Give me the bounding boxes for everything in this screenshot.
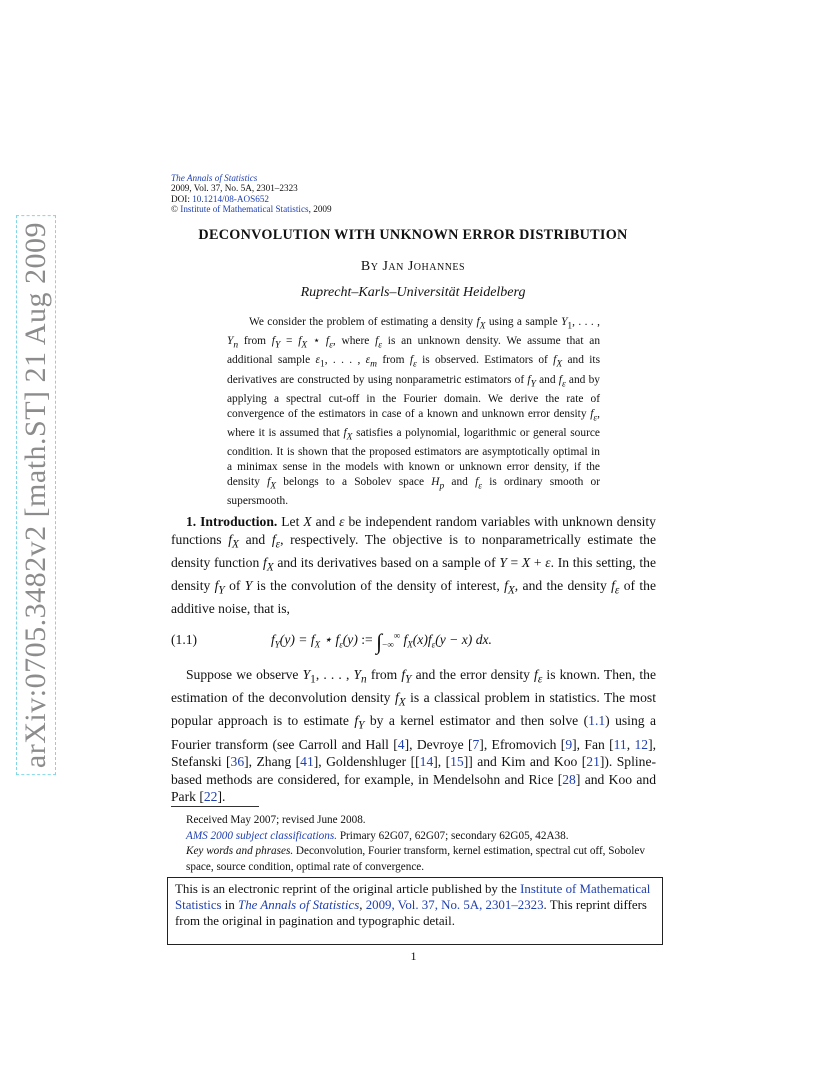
keywords-note: Key words and phrases. Deconvolution, Fourier transform, kernel estimation, spectral cut off, Sobolev space, source condition, optimal rate of convergence. [186,845,645,873]
ams-link[interactable]: AMS 2000 subject classifications. [186,829,338,842]
footnote-rule [171,806,259,807]
copyright-line: © Institute of Mathematical Statistics, 2009 [171,203,332,214]
citation-link[interactable]: 11 [613,736,627,752]
citation-link[interactable]: 36 [230,754,245,770]
footnotes [171,813,656,875]
journal-link[interactable]: The Annals of Statistics [171,173,258,183]
equation-1-1 [171,629,656,655]
citation-link[interactable]: 7 [472,736,480,752]
section-heading: 1. Introduction. [186,514,278,529]
abstract: We consider the problem of estimating a density $f_X$ using a sample $Y_1$, . . . , $Y_n$ from $f_Y = f_X$ ⋆ $f_\varepsilon$, where $f_\varepsilon$ is an unknown density. We assume that an additional sample $\varepsilon_1$, . . . , $\varepsilon_m$ from $f_\varepsilon$ is observed. Estimators of $f_X$ and its derivatives are constructed by using nonparametric estimators of $f_Y$ and $f_\varepsilon$ and by applying a spectral cut-off in the Fourier domain. We derive the rate of convergence of the estimators in case of a known and unknown error density $f_\varepsilon$, where it is assumed that $f_X$ satisfies a polynomial, logarithmic or general source condition. It is shown that the proposed estimators are asymptotically optimal in a minimax sense in the models with known or unknown error density, if the density $f_X$ belongs to a Sobolev space $H_p$ and $f_\varepsilon$ is ordinary smooth or supersmooth. [227,316,601,508]
citation-link[interactable]: 28 [562,771,576,787]
citation-link[interactable]: 41 [300,754,314,770]
introduction-paragraph: 1. Introduction. Let X and ε be independent random variables with unknown density functions $f_X$ and $f_\varepsilon$, respectively. The objective is to nonparametrically estimate the density function $f_X$ and its derivatives based on a sample of Y = X + ε. In this setting, the density $f_Y$ of Y is the convolution of the density of interest, $f_X$, and the density $f_\varepsilon$ of the additive noise, that is, [171,514,657,617]
equation-number: (1.1) [171,632,198,647]
page-number: 1 [410,949,417,963]
equation-ref[interactable]: 1.1 [588,713,606,729]
copyright-icon: © [171,203,178,214]
citation-link[interactable]: 15 [450,754,464,770]
citation-link[interactable]: 14 [419,754,434,770]
reprint-volume-link[interactable]: 2009, Vol. 37, No. 5A, 2301–2323 [365,898,544,913]
volume-info: 2009, Vol. 37, No. 5A, 2301–2323 [171,183,298,194]
received-note: Received May 2007; revised June 2008. [186,814,366,826]
journal-header [171,173,332,214]
citation-link[interactable]: 21 [586,754,600,770]
doi-link[interactable]: 10.1214/08-AOS652 [192,193,270,204]
citation-link[interactable]: 4 [397,736,405,752]
journal-name [171,173,332,183]
ams-classification: AMS 2000 subject classifications. Primary 62G07, 62G07; secondary 62G05, 42A38. [186,829,569,842]
reprint-journal-link[interactable]: The Annals of Statistics [238,898,360,913]
reprint-publisher-link[interactable]: Institute of Mathematical Statistics [175,882,651,913]
arxiv-identifier[interactable]: arXiv:0705.3482v2 [math.ST] 21 Aug 2009 [16,215,56,775]
deconvolution-paragraph: Suppose we observe $Y_1$, . . . , $Y_n$ from $f_Y$ and the error density $f_\varepsilon$ is known. Then, the estimation of the deconvolution density $f_X$ is a classical problem in statistics. The most popular approach is to estimate $f_Y$ by a kernel estimator and then solve (1.1) using a Fourier transform (see Carroll and Hall [4], Devroye [7], Efromovich [9], Fan [11, 12], Stefanski [36], Zhang [41], Goldenshluger [[14], [15]] and Kim and Koo [21]). Spline-based methods are considered, for example, in Mendelsohn and Rice [28] and Koo and Park [22]. [171,667,657,805]
convolution-formula: $f_Y(y) = f_X$ ⋆ $f_\varepsilon(y)$ := $\int_{-\infty}^\infty$ $f_X(x)f_\varepsilon(y - x)$ dx. [271,629,492,654]
citation-link[interactable]: 9 [565,736,573,752]
publisher-link[interactable]: Institute of Mathematical Statistics [180,203,309,214]
citation-link[interactable]: 12 [634,736,649,752]
arxiv-side-stamp [18,221,54,769]
citation-link[interactable]: 22 [203,789,218,805]
affiliation: Ruprecht–Karls–Universität Heidelberg [300,285,526,300]
reprint-notice: This is an electronic reprint of the original article published by the Institute of Mathematical Statistics in The Annals of Statistics, 2009, Vol. 37, No. 5A, 2301–2323. This reprint differs from the original in pagination and typographic detail. [167,877,663,945]
doi-line: DOI: 10.1214/08-AOS652 [171,193,270,204]
author-line: By Jan Johannes [360,259,466,274]
paper-title: DECONVOLUTION WITH UNKNOWN ERROR DISTRIBUTION [198,227,628,243]
